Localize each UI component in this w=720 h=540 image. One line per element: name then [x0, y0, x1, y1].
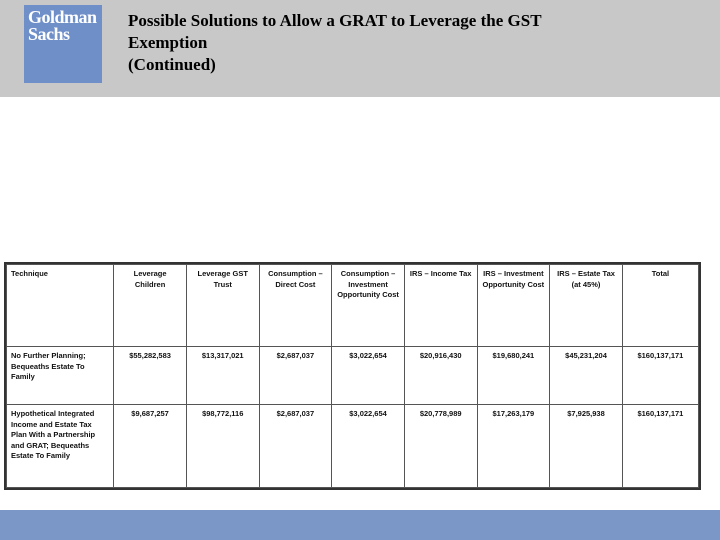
header-irs-estate-tax: IRS – Estate Tax (at 45%)	[550, 265, 623, 347]
cell-value: $160,137,171	[622, 405, 698, 488]
row-technique: Hypothetical Integrated Income and Estate Tax Plan With a Partnership and GRAT; Bequeaths Estate To Family	[7, 405, 114, 488]
goldman-sachs-logo	[24, 5, 102, 83]
cell-value: $2,687,037	[259, 347, 332, 405]
table-row	[7, 405, 699, 488]
header-bar	[0, 0, 720, 97]
header-leverage-gst-trust: Leverage GST Trust	[186, 265, 259, 347]
comparison-table	[6, 264, 699, 488]
header-irs-income-tax: IRS – Income Tax	[404, 265, 477, 347]
title-line-2: Exemption	[128, 33, 208, 52]
header-technique: Technique	[7, 265, 114, 347]
comparison-table-container	[4, 262, 701, 490]
cell-value: $55,282,583	[114, 347, 187, 405]
cell-value: $9,687,257	[114, 405, 187, 488]
row-technique: No Further Planning; Bequeaths Estate To Family	[7, 347, 114, 405]
title-line-1: Possible Solutions to Allow a GRAT to Leverage the GST	[128, 11, 542, 30]
logo-line-2: Sachs	[28, 24, 70, 44]
header-leverage-children: Leverage Children	[114, 265, 187, 347]
cell-value: $17,263,179	[477, 405, 550, 488]
footer-bar	[0, 510, 720, 540]
cell-value: $3,022,654	[332, 347, 405, 405]
cell-value: $2,687,037	[259, 405, 332, 488]
page-title	[128, 10, 688, 76]
table-row	[7, 347, 699, 405]
cell-value: $20,916,430	[404, 347, 477, 405]
logo-line-1: Goldman	[28, 7, 97, 27]
cell-value: $160,137,171	[622, 347, 698, 405]
header-total: Total	[622, 265, 698, 347]
header-consumption-investment-opportunity-cost: Consumption – Investment Opportunity Cost	[332, 265, 405, 347]
cell-value: $45,231,204	[550, 347, 623, 405]
cell-value: $13,317,021	[186, 347, 259, 405]
header-consumption-direct-cost: Consumption – Direct Cost	[259, 265, 332, 347]
header-irs-investment-opportunity-cost: IRS – Investment Opportunity Cost	[477, 265, 550, 347]
cell-value: $20,778,989	[404, 405, 477, 488]
cell-value: $3,022,654	[332, 405, 405, 488]
cell-value: $7,925,938	[550, 405, 623, 488]
cell-value: $98,772,116	[186, 405, 259, 488]
table-header-row	[7, 265, 699, 347]
cell-value: $19,680,241	[477, 347, 550, 405]
title-line-3: (Continued)	[128, 55, 216, 74]
